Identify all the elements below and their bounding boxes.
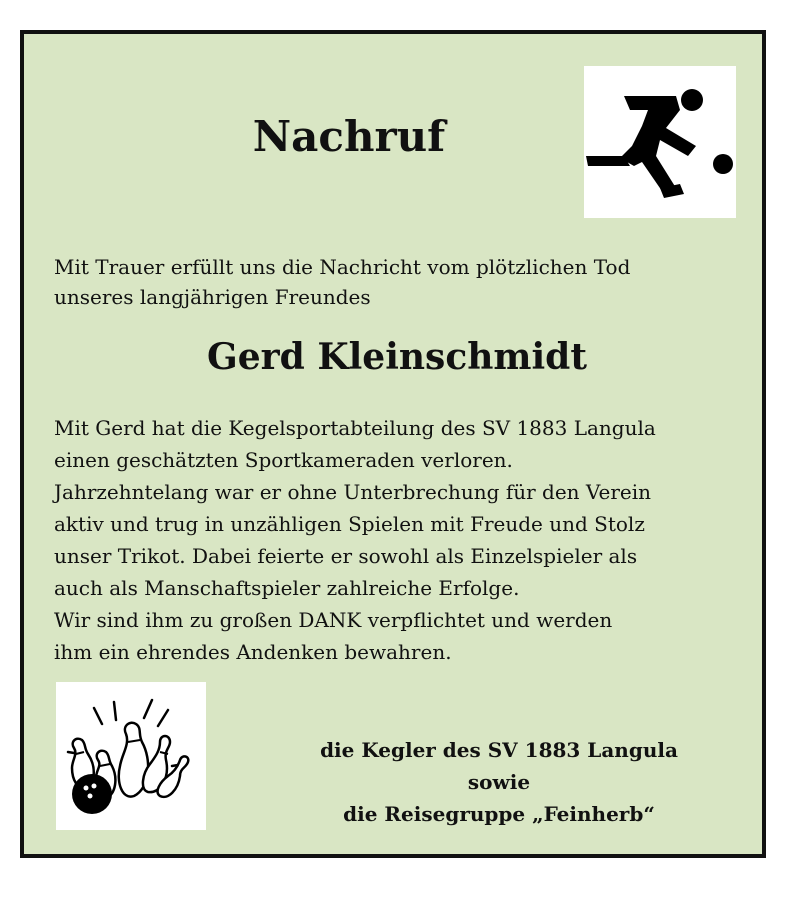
intro-line: Mit Trauer erfüllt uns die Nachricht vom plötzlichen Tod: [54, 255, 631, 279]
bowling-pins-strike-icon: [56, 682, 206, 830]
tribute-line: Mit Gerd hat die Kegelsportabteilung des SV 1883 Langula: [54, 416, 656, 440]
tribute-line: ihm ein ehrendes Andenken bewahren.: [54, 640, 452, 664]
signature-line: die Reisegruppe „Feinherb“: [343, 802, 655, 826]
obituary-card: [20, 30, 766, 858]
tribute-line: auch als Manschaftspieler zahlreiche Erfolge.: [54, 576, 520, 600]
page-title: Nachruf: [252, 112, 446, 161]
tribute-text: [54, 412, 754, 668]
signature-block: [274, 734, 724, 830]
tribute-line: Jahrzehntelang war er ohne Unterbrechung für den Verein: [54, 480, 652, 504]
tribute-line: einen geschätzten Sportkameraden verloren.: [54, 448, 513, 472]
deceased-name: Gerd Kleinschmidt: [207, 336, 587, 378]
tribute-line: Wir sind ihm zu großen DANK verpflichtet und werden: [54, 608, 613, 632]
signature-line: sowie: [467, 770, 531, 794]
signature-line: die Kegler des SV 1883 Langula: [320, 738, 678, 762]
tribute-line: aktiv und trug in unzähligen Spielen mit Freude und Stolz: [54, 512, 645, 536]
tribute-line: unser Trikot. Dabei feierte er sowohl als Einzelspieler als: [54, 544, 638, 568]
intro-text: [54, 252, 744, 312]
intro-line: unseres langjährigen Freundes: [54, 285, 371, 309]
bowler-pictogram-icon: [584, 66, 736, 218]
